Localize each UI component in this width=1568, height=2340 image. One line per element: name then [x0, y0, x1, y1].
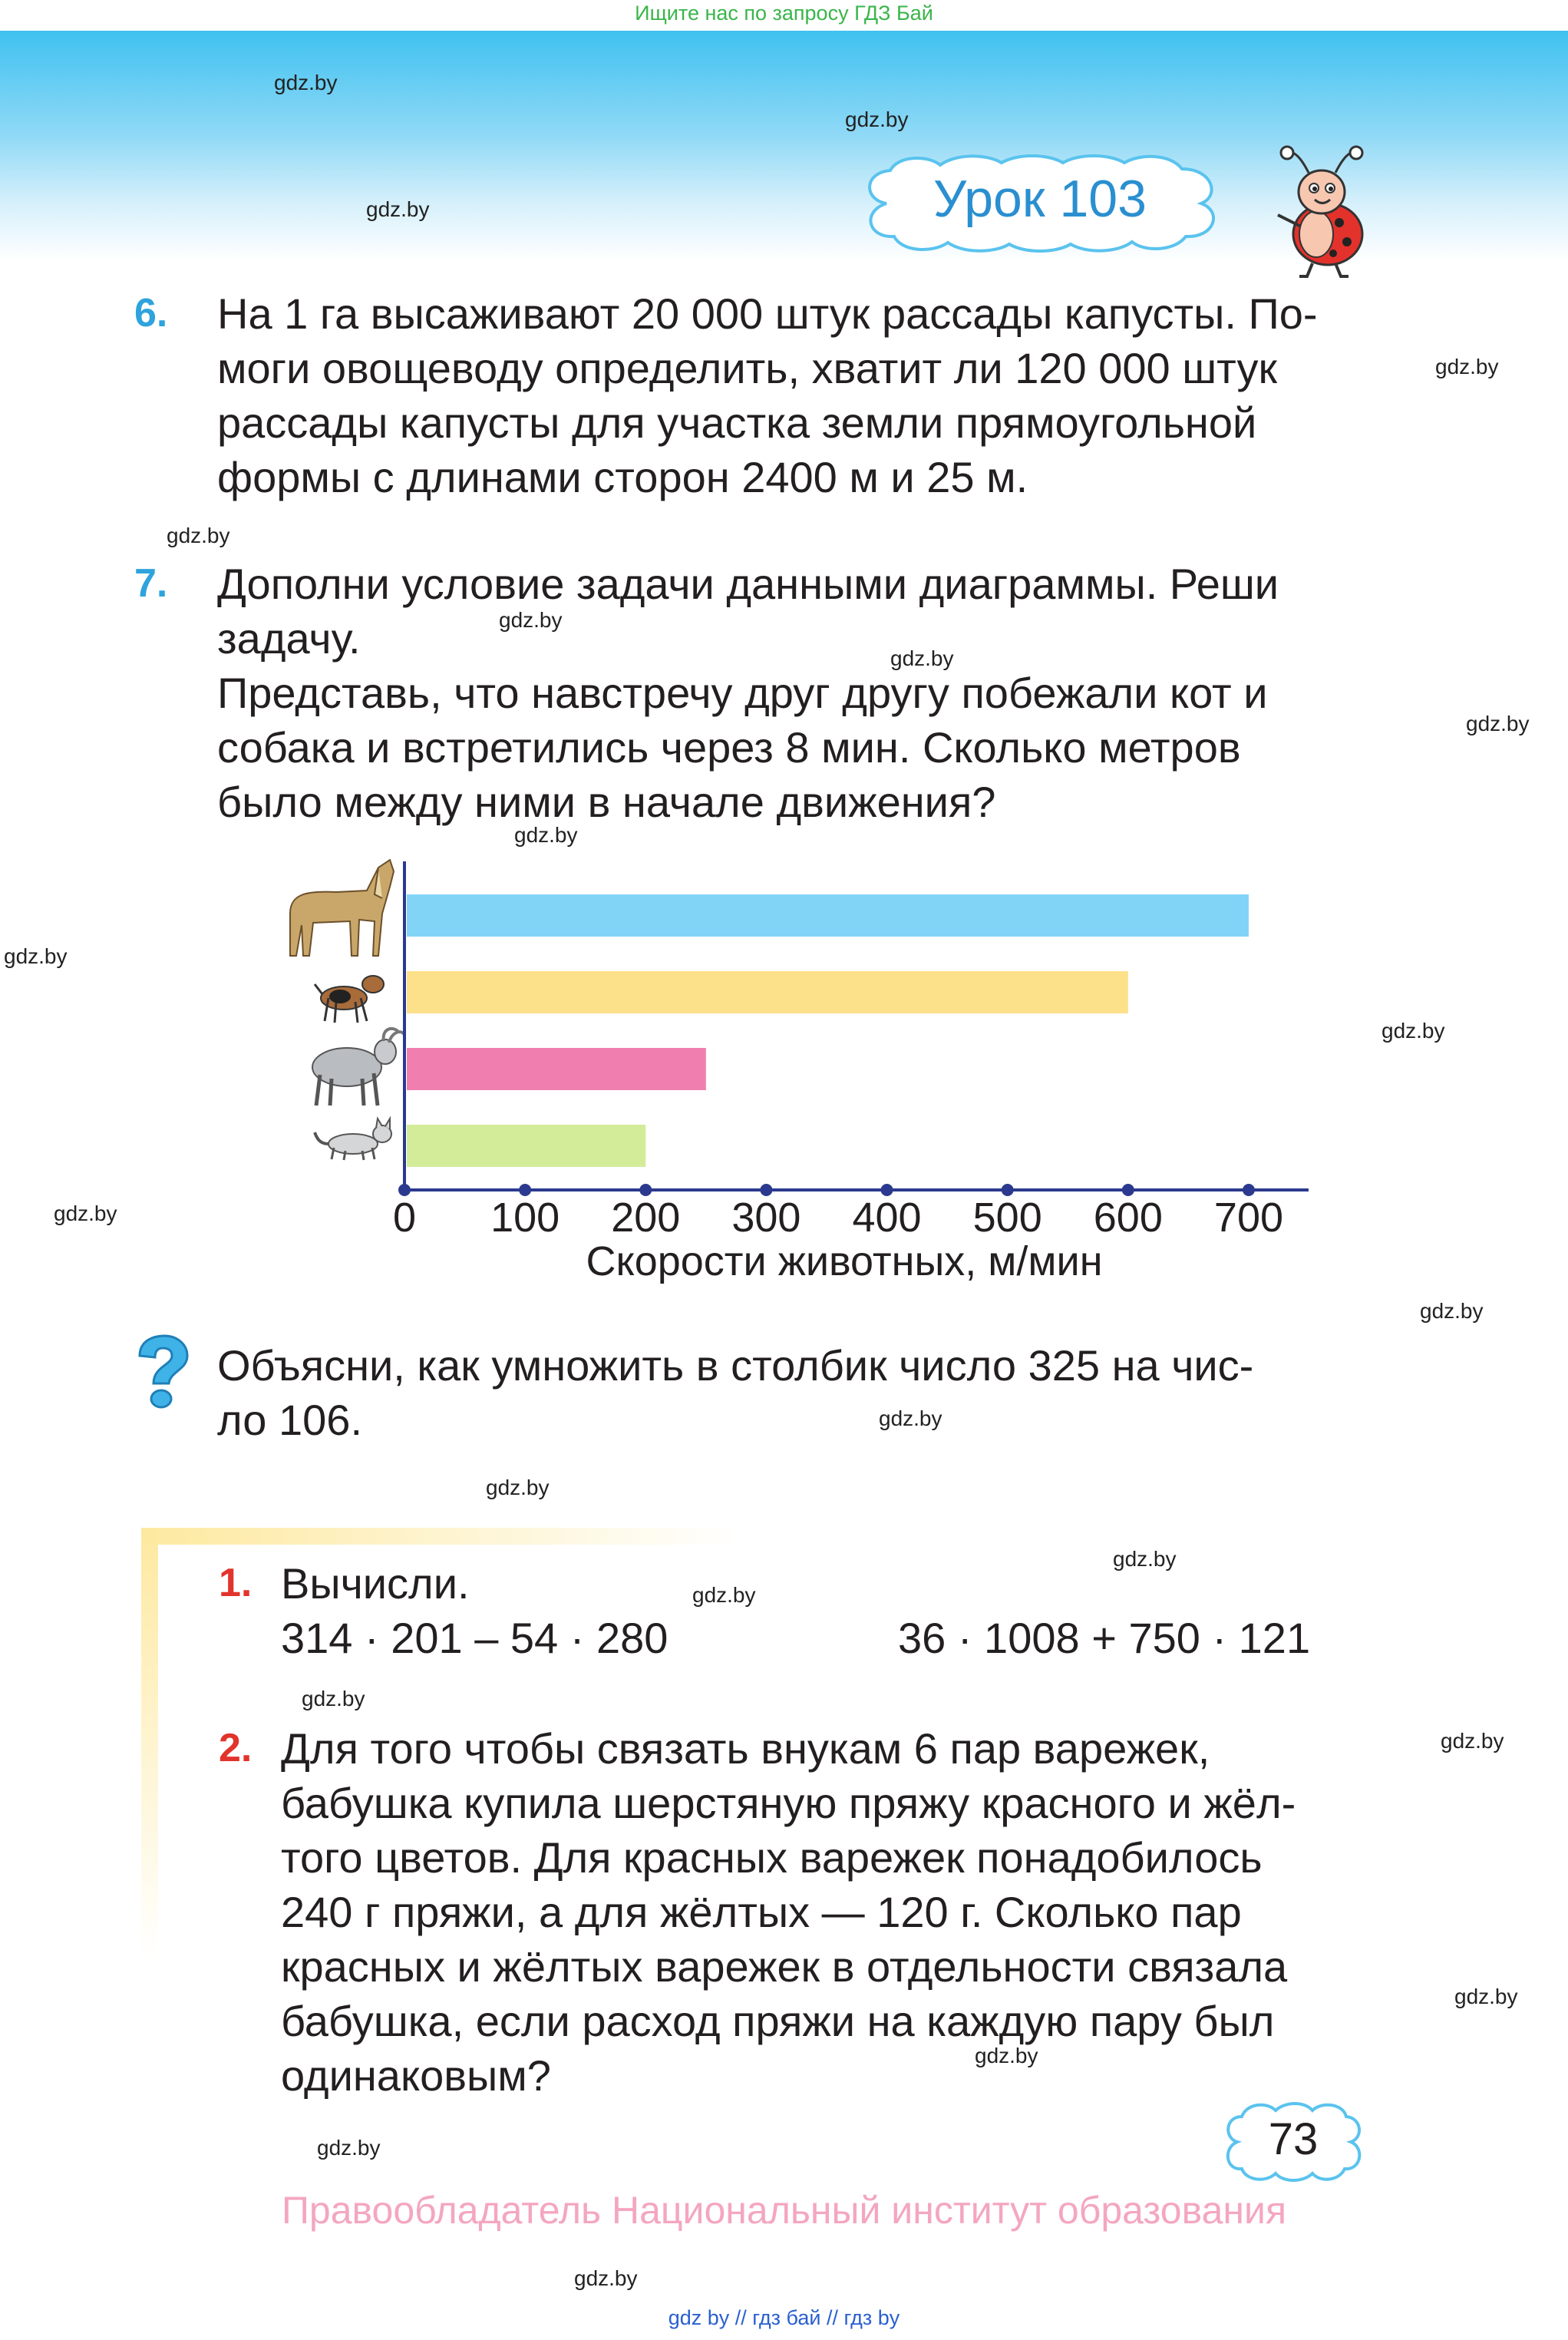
- task-7-line: Представь, что навстречу друг другу побежали кот и: [217, 669, 1268, 717]
- review-task-2-line: бабушка, если расход пряжи на каждую пару был: [281, 1997, 1275, 2045]
- watermark: gdz.by: [1381, 1019, 1445, 1043]
- watermark: gdz.by: [1420, 1299, 1484, 1323]
- lesson-title: Урок 103: [933, 170, 1147, 228]
- watermark: gdz.by: [486, 1476, 550, 1499]
- watermark: gdz.by: [692, 1583, 756, 1607]
- cat-icon: [315, 1119, 391, 1160]
- task-7-line: Дополни условие задачи данными диаграммы. Реши: [217, 560, 1279, 608]
- x-tick-label: 200: [611, 1195, 681, 1241]
- x-tick-label: 500: [972, 1195, 1042, 1241]
- x-tick-label: 400: [852, 1195, 922, 1241]
- page-number: 73: [1268, 2114, 1319, 2164]
- watermark: gdz.by: [1466, 712, 1530, 735]
- task-7-line: задачу.: [217, 614, 361, 663]
- chart-axis-title: Скорости животных, м/мин: [586, 1238, 1103, 1284]
- review-task-2-number: 2.: [219, 1726, 253, 1770]
- review-task-2-line: одинаковым?: [281, 2051, 551, 2100]
- task-7-line: собака и встретились через 8 мин. Сколько метров: [217, 723, 1241, 772]
- task-6-number: 6.: [134, 291, 168, 335]
- watermark: gdz.by: [54, 1201, 117, 1225]
- watermark: gdz.by: [4, 944, 68, 968]
- x-tick-label: 700: [1213, 1195, 1284, 1241]
- task-6-line: рассады капусты для участка земли прямоугольной: [217, 398, 1257, 447]
- watermark: gdz.by: [975, 2044, 1038, 2067]
- goat-icon: [312, 1029, 404, 1106]
- watermark: gdz.by: [890, 646, 954, 670]
- watermark: gdz.by: [514, 823, 578, 847]
- bar-goat: [407, 1048, 706, 1090]
- page-number-cloud: [1220, 2100, 1366, 2184]
- review-task-2-line: бабушка купила шерстяную пряжу красного и жёл-: [281, 1779, 1296, 1827]
- watermark: gdz.by: [879, 1406, 942, 1430]
- bar-horse: [407, 894, 1249, 937]
- ladybug-mascot-icon: [1270, 142, 1378, 280]
- task-6-line: моги овощеводу определить, хватит ли 120 000 штук: [217, 344, 1277, 392]
- watermark: gdz.by: [499, 608, 563, 632]
- watermark: gdz.by: [1113, 1547, 1177, 1571]
- x-tick-label: 0: [392, 1195, 417, 1241]
- task-7-line: было между ними в начале движения?: [217, 778, 996, 826]
- watermark: gdz.by: [317, 2136, 381, 2160]
- review-task-1-expr-left: 314 · 201 – 54 · 280: [281, 1614, 668, 1662]
- review-task-2-line: Для того чтобы связать внукам 6 пар варежек,: [281, 1724, 1210, 1773]
- watermark: gdz.by: [845, 107, 909, 131]
- bar-cat: [407, 1125, 645, 1167]
- review-task-1-expr-right: 36 · 1008 + 750 · 121: [898, 1614, 1311, 1662]
- watermark: gdz.by: [366, 197, 430, 221]
- question-mark-icon: [130, 1334, 192, 1411]
- review-task-2-line: 240 г пряжи, а для жёлтых — 120 г. Сколько пар: [281, 1888, 1242, 1936]
- watermark: gdz.by: [1435, 355, 1499, 378]
- review-task-1-title: Вычисли.: [281, 1559, 470, 1608]
- watermark: gdz.by: [574, 2266, 638, 2290]
- task-7-number: 7.: [134, 561, 168, 606]
- dog-icon: [315, 976, 384, 1023]
- watermark: gdz.by: [302, 1687, 365, 1710]
- x-tick-label: 100: [490, 1195, 560, 1241]
- review-task-2-line: того цветов. Для красных варежек понадобилось: [281, 1833, 1263, 1882]
- lesson-title-cloud: [856, 154, 1224, 253]
- question-line: Объясни, как умножить в столбик число 325 на чис-: [217, 1341, 1254, 1390]
- review-task-2-line: красных и жёлтых варежек в отдельности связала: [281, 1942, 1288, 1991]
- animal-speed-chart: [0, 844, 1568, 1244]
- x-tick-label: 300: [731, 1195, 801, 1241]
- watermark: gdz.by: [167, 524, 230, 547]
- copyright-notice: Правообладатель Национальный институт образования: [281, 2189, 1287, 2232]
- horse-icon: [290, 860, 394, 956]
- x-tick-label: 600: [1093, 1195, 1163, 1241]
- task-6-line: формы с длинами сторон 2400 м и 25 м.: [217, 453, 1028, 501]
- search-hint: Ищите нас по запросу ГДЗ Бай: [635, 2, 933, 25]
- task-6-line: На 1 га высаживают 20 000 штук рассады капусты. По-: [217, 289, 1318, 338]
- footer-links[interactable]: gdz by // гдз бай // гдз by: [668, 2306, 900, 2329]
- watermark: gdz.by: [1454, 1985, 1518, 2008]
- bar-dog: [407, 971, 1128, 1013]
- question-line: ло 106.: [217, 1396, 362, 1444]
- watermark: gdz.by: [274, 71, 338, 94]
- review-task-1-number: 1.: [219, 1561, 253, 1605]
- watermark: gdz.by: [1441, 1729, 1504, 1753]
